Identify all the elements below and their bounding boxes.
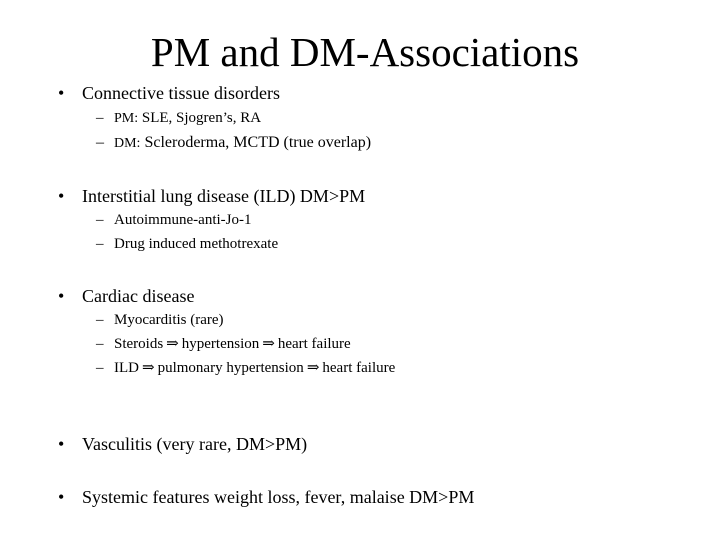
dash: – (96, 110, 104, 126)
dash: – (96, 236, 104, 252)
bullet-cardiac (58, 285, 194, 307)
sub-item-steroids (96, 335, 351, 353)
sub-item-text-a: ILD (114, 360, 139, 376)
implies-arrow-icon: ⇒ (142, 360, 155, 376)
bullet-dot: • (58, 286, 65, 306)
dash: – (96, 212, 104, 228)
bullet-dot: • (58, 83, 65, 103)
sub-item-text-c: heart failure (322, 360, 396, 376)
implies-arrow-icon: ⇒ (262, 336, 275, 352)
sub-item-pm (96, 109, 261, 128)
dash: – (96, 336, 104, 352)
sub-item-text-a: Steroids (114, 336, 164, 352)
sub-item-ild-ph (96, 359, 395, 377)
slide-title: PM and DM-Associations (150, 29, 580, 75)
sub-item-text-b: hypertension (181, 336, 260, 352)
bullet-connective-tissue (58, 82, 280, 104)
bullet-dot: • (58, 186, 65, 206)
sub-item-ild-1 (96, 211, 251, 229)
sub-item-text: Drug induced methotrexate (114, 236, 279, 252)
bullet-label: Vasculitis (very rare, DM>PM) (82, 434, 308, 454)
dm-text: Scleroderma, MCTD (true overlap) (144, 134, 372, 151)
dash: – (96, 312, 104, 328)
dm-prefix: DM: (114, 136, 141, 151)
sub-item-text: Myocarditis (rare) (114, 312, 224, 328)
bullet-systemic (58, 486, 474, 508)
dash: – (96, 360, 104, 376)
implies-arrow-icon: ⇒ (306, 360, 320, 376)
sub-item-text: Autoimmune-anti-Jo-1 (114, 212, 252, 228)
sub-item-dm (96, 134, 371, 153)
bullet-dot: • (58, 434, 65, 454)
bullet-label: Connective tissue disorders (82, 83, 280, 103)
pm-prefix: PM: (114, 111, 139, 126)
implies-arrow-icon: ⇒ (166, 336, 179, 352)
bullet-dot: • (58, 487, 65, 507)
sub-item-text-b: pulmonary hypertension (157, 360, 304, 376)
sub-item-ild-2 (96, 235, 278, 253)
bullet-vasculitis (58, 433, 307, 455)
bullet-ild (58, 185, 365, 207)
pm-text: SLE, Sjogren’s, RA (141, 110, 262, 126)
bullet-label: Cardiac disease (82, 286, 195, 306)
sub-item-text-c: heart failure (277, 336, 351, 352)
sub-item-myocarditis (96, 311, 224, 329)
bullet-label: Interstitial lung disease (ILD) DM>PM (82, 186, 366, 206)
dash: – (96, 134, 104, 151)
bullet-label: Systemic features weight loss, fever, malaise DM>PM (82, 487, 475, 507)
